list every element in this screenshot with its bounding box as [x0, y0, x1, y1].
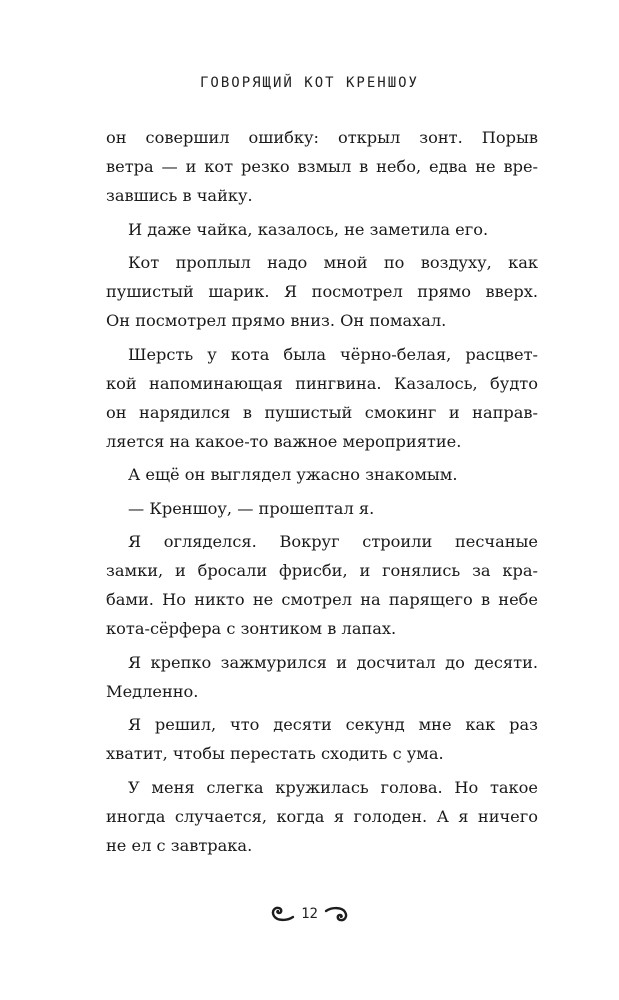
text-line: А ещё он выглядел ужасно знакомым. [128, 465, 458, 484]
text-line: У меня слегка кружилась голова. Но такое [128, 777, 538, 797]
paragraph [106, 527, 538, 643]
paragraph [106, 773, 538, 860]
text-line: пушистый шарик. Я посмотрел прямо вверх. [106, 282, 538, 301]
paragraph [106, 460, 538, 489]
paragraph [106, 123, 538, 210]
text-line: он нарядился в пушистый смокинг и направ- [106, 402, 538, 422]
page-footer [0, 905, 619, 923]
page-number: 12 [301, 906, 318, 922]
text-line: Кот проплыл надо мной по воздуху, как [128, 253, 538, 272]
text-line: ляется на какое-то важное мероприятие. [106, 431, 462, 451]
text-line: он совершил ошибку: открыл зонт. Порыв [106, 128, 538, 147]
swirl-icon [324, 905, 350, 923]
text-line: завшись в чайку. [106, 186, 253, 205]
text-line: бами. Но никто не смотрел на парящего в небе [106, 590, 538, 609]
text-line: — Креншоу, — прошептал я. [128, 498, 375, 518]
paragraph [106, 494, 538, 523]
text-line: Он посмотрел прямо вниз. Он помахал. [106, 311, 447, 330]
paragraph [106, 215, 538, 244]
text-line: не ел с завтрака. [106, 835, 253, 855]
text-line: Медленно. [106, 681, 199, 701]
text-line: ветра — и кот резко взмыл в небо, едва не вре- [106, 157, 538, 176]
text-line: Я крепко зажмурился и досчитал до десяти. [128, 652, 538, 672]
text-line: Шерсть у кота была чёрно-белая, расцвет- [128, 344, 538, 364]
text-line: И даже чайка, казалось, не заметила его. [128, 219, 489, 239]
text-line: иногда случается, когда я голоден. А я ничего [106, 806, 538, 826]
text-line: Я решил, что десяти секунд мне как раз [128, 715, 538, 734]
paragraph [106, 340, 538, 456]
body-text [106, 123, 538, 864]
text-line: кота-сёрфера с зонтиком в лапах. [106, 619, 397, 638]
text-line: Я огляделся. Вокруг строили песчаные [128, 532, 538, 551]
text-line: хватит, чтобы перестать сходить с ума. [106, 744, 444, 763]
text-line: кой напоминающая пингвина. Казалось, будто [106, 373, 538, 393]
paragraph [106, 248, 538, 335]
swirl-icon [269, 905, 295, 923]
paragraph [106, 648, 538, 706]
paragraph [106, 710, 538, 768]
text-line: замки, и бросали фрисби, и гонялись за кра- [106, 561, 538, 580]
running-title: ГОВОРЯЩИЙ КОТ КРЕНШОУ [199, 75, 419, 91]
